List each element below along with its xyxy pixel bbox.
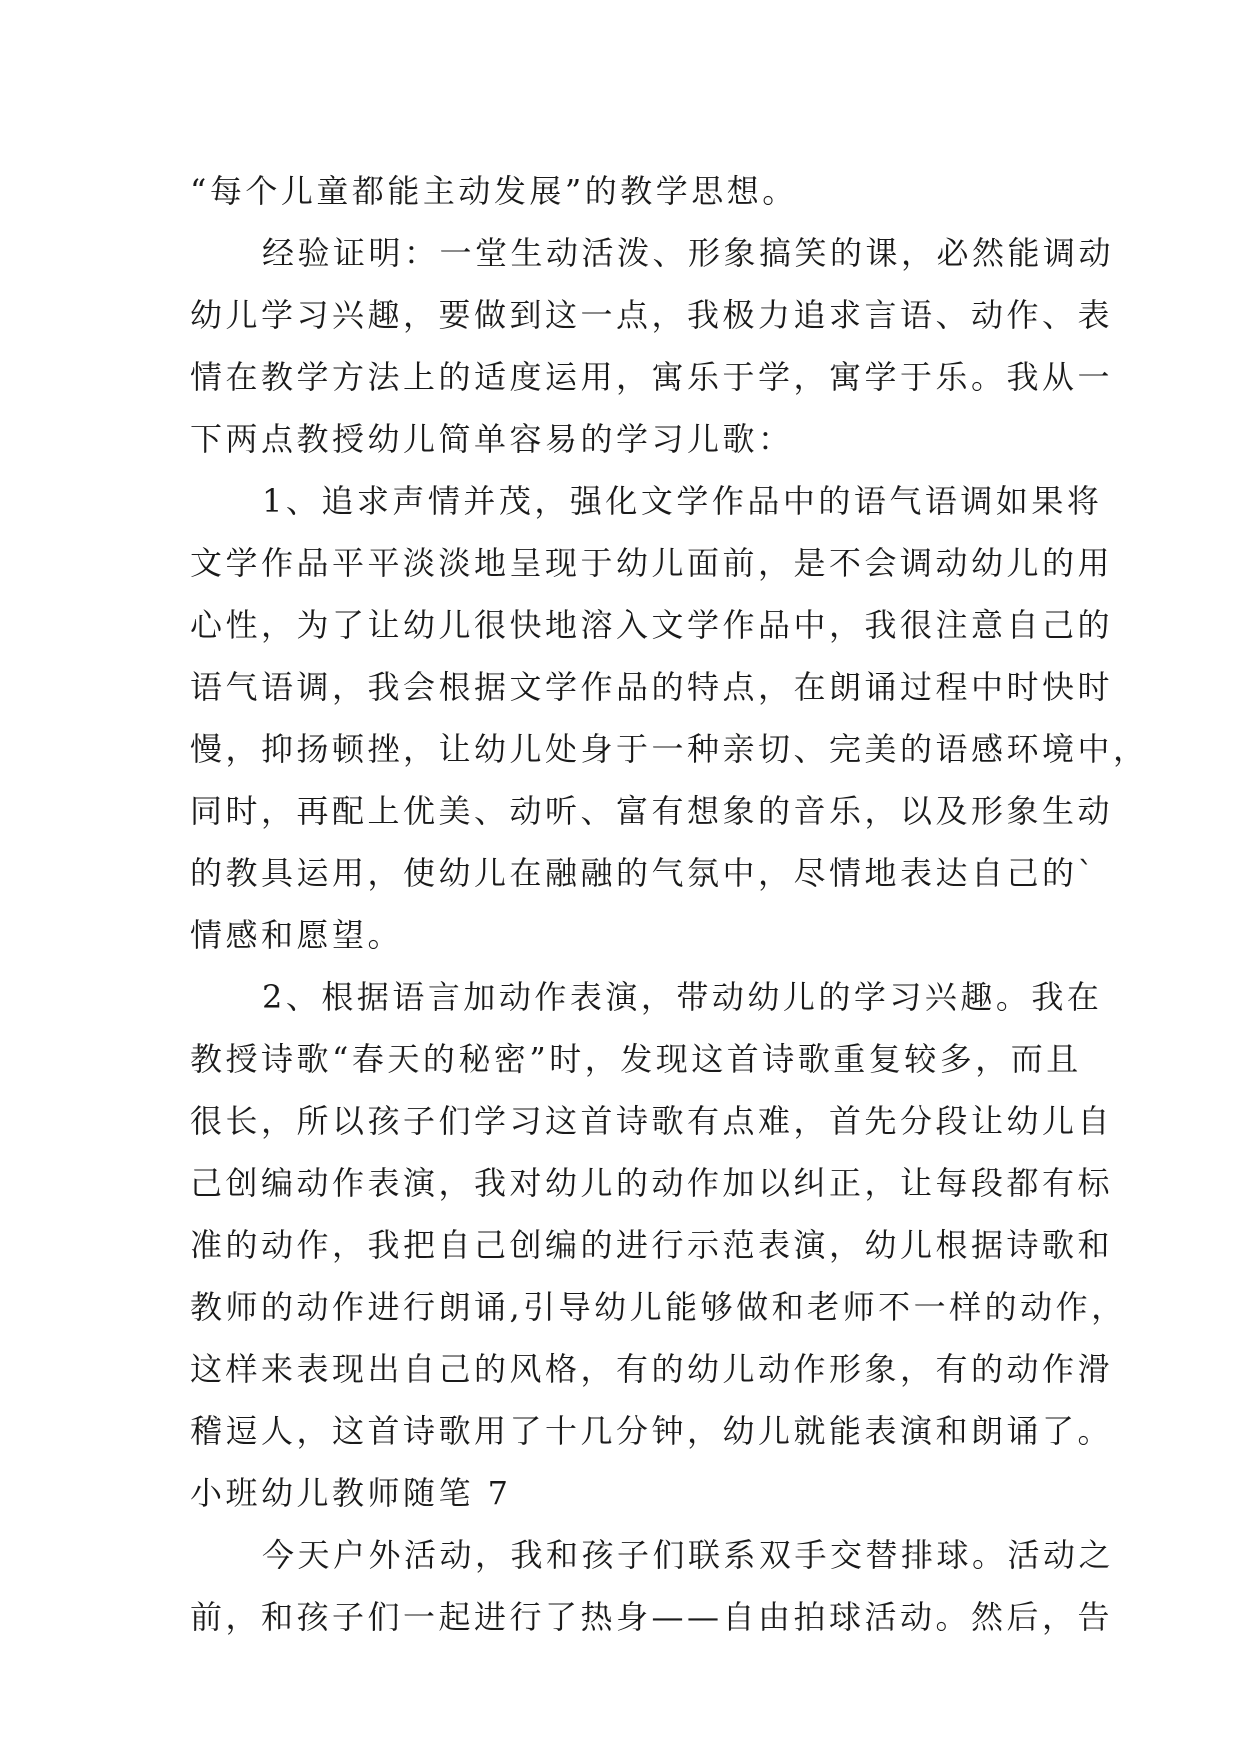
paragraph-line: 很长，所以孩子们学习这首诗歌有点难，首先分段让幼儿自 <box>190 1102 1114 1140</box>
paragraph-line: 己创编动作表演，我对幼儿的动作加以纠正，让每段都有标 <box>190 1164 1114 1202</box>
paragraph-line: 语气语调，我会根据文学作品的特点，在朗诵过程中时快时 <box>190 668 1114 706</box>
paragraph-line: 慢，抑扬顿挫，让幼儿处身于一种亲切、完美的语感环境中， <box>190 730 1149 768</box>
paragraph-line: 文学作品平平淡淡地呈现于幼儿面前，是不会调动幼儿的用 <box>190 544 1114 582</box>
paragraph-line: 的教具运用，使幼儿在融融的气氛中，尽情地表达自己的` <box>190 854 1098 892</box>
paragraph-line: “每个儿童都能主动发展”的教学思想。 <box>190 172 798 210</box>
paragraph-line: 准的动作，我把自己创编的进行示范表演，幼儿根据诗歌和 <box>190 1226 1114 1264</box>
document-body <box>190 160 1149 1648</box>
paragraph-line: 教授诗歌“春天的秘密”时，发现这首诗歌重复较多，而且 <box>190 1040 1082 1078</box>
paragraph-line: 今天户外活动，我和孩子们联系双手交替排球。活动之 <box>262 1536 1115 1574</box>
paragraph-line: 心性，为了让幼儿很快地溶入文学作品中，我很注意自己的 <box>190 606 1114 644</box>
paragraph-line: 稽逗人，这首诗歌用了十几分钟，幼儿就能表演和朗诵了。 <box>190 1412 1114 1450</box>
paragraph-line: 前，和孩子们一起进行了热身——自由拍球活动。然后，告 <box>190 1598 1114 1636</box>
paragraph-line: 情在教学方法上的适度运用，寓乐于学，寓学于乐。我从一 <box>190 358 1114 396</box>
paragraph-line: 下两点教授幼儿简单容易的学习儿歌： <box>190 420 794 458</box>
paragraph-line: 这样来表现出自己的风格，有的幼儿动作形象，有的动作滑 <box>190 1350 1114 1388</box>
paragraph-line: 同时，再配上优美、动听、富有想象的音乐，以及形象生动 <box>190 792 1114 830</box>
paragraph-line: 2、根据语言加动作表演，带动幼儿的学习兴趣。我在 <box>262 978 1103 1016</box>
paragraph-line: 教师的动作进行朗诵,引导幼儿能够做和老师不一样的动作， <box>190 1288 1127 1326</box>
paragraph-line: 1、追求声情并茂，强化文学作品中的语气语调如果将 <box>262 482 1103 520</box>
section-heading: 小班幼儿教师随笔 7 <box>190 1474 512 1512</box>
paragraph-line: 幼儿学习兴趣，要做到这一点，我极力追求言语、动作、表 <box>190 296 1114 334</box>
paragraph-line: 经验证明：一堂生动活泼、形象搞笑的课，必然能调动 <box>262 234 1115 272</box>
paragraph-line: 情感和愿望。 <box>190 916 404 954</box>
